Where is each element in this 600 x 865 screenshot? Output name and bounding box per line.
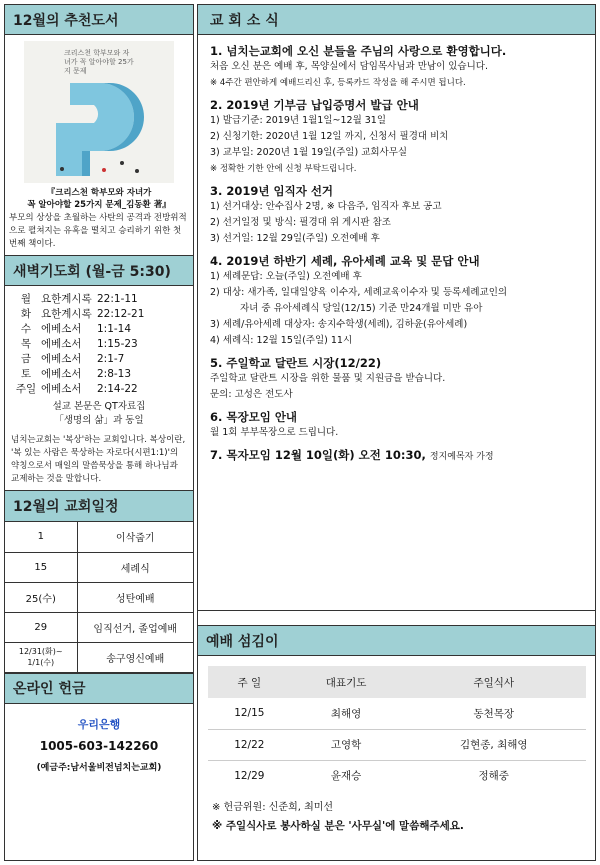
book-cover-text: 크리스천 학부모와 자녀가 꼭 알아야할 25가지 문제	[64, 49, 134, 75]
schedule-event: 송구영신예배	[77, 642, 193, 672]
dawn-book: 요한계시록	[41, 293, 92, 305]
news-item-title	[210, 97, 587, 113]
news-item-title-text: 7. 목자모임 12월 10일(화) 오전 10:30,	[210, 448, 426, 462]
news-item-line: 3) 세례/유아세례 대상자: 송지수학생(세례), 김하윤(유아세례)	[210, 319, 468, 330]
schedule-row	[5, 642, 193, 672]
dawn-day: 수	[20, 323, 32, 335]
dawn-range: 2:8-13	[97, 368, 132, 380]
dawn-book: 요한계시록	[41, 308, 92, 320]
online-offering-section	[5, 674, 193, 773]
dawn-range: 1:15-23	[97, 338, 138, 350]
schedule-date: 29	[5, 612, 77, 642]
news-item-title-text: 2. 2019년 기부금 납입증명서 발급 안내	[210, 98, 419, 112]
news-item-title	[210, 183, 587, 199]
news-item-title	[210, 355, 587, 371]
worship-cell: 정해중	[478, 770, 509, 783]
news-item-line: 처음 오신 분은 예배 후, 목양실에서 담임목사님과 만남이 있습니다.	[210, 61, 488, 72]
dawn-day: 월	[20, 293, 32, 305]
dawn-book: 에베소서	[41, 323, 82, 335]
worship-row	[208, 760, 586, 791]
news-item-line: 1) 세례문답: 오늘(주일) 오전예배 후	[210, 271, 362, 282]
dawn-paragraph: 넘치는교회는 '복상'하는 교회입니다. 복상이란, '복 있는 사람은 묵상하는 자로다(시편1:1)'의 약칭으로서 매일의 말씀묵상을 통해 하나님과 교제하는 것을 말합니다.	[11, 435, 186, 484]
news-item-line: 2) 대상: 새가족, 일대일양육 이수자, 세례교육이수자 및 등록세례교인의	[210, 287, 508, 298]
news-item-title	[210, 43, 587, 59]
news-item-line: 1) 발급기준: 2019년 1월1일~12월 31일	[210, 115, 387, 126]
worship-row	[208, 729, 586, 760]
account-number: 1005-603-142260	[39, 738, 159, 753]
worship-cell: 윤재승	[330, 770, 362, 783]
worship-row	[208, 698, 586, 729]
worship-column-header: 대표기도	[291, 666, 402, 698]
schedule-event: 성탄예배	[77, 582, 193, 612]
news-item-line: 주일학교 달란트 시장을 위한 물품 및 지원금을 받습니다.	[210, 373, 446, 384]
news-item-title-text: 4. 2019년 하반기 세례, 유아세례 교육 및 문답 안내	[210, 254, 480, 268]
recommended-book-section	[5, 5, 193, 256]
book-title-line1: 『크리스천 학부모와 자녀가	[46, 188, 152, 198]
online-header: 온라인 헌금	[5, 674, 193, 704]
dawn-day: 토	[20, 368, 32, 380]
offering-committee-note: ※ 헌금위원: 신준희, 최미선	[212, 802, 334, 813]
news-item-title-small: 정지예목자 가정	[429, 452, 494, 462]
news-item-line: 3) 교부일: 2020년 1월 19일(주일) 교회사무실	[210, 147, 408, 158]
news-item-line: 2) 신청기한: 2020년 1월 12일 까지, 신청서 필경대 비치	[210, 131, 449, 142]
dawn-row	[11, 367, 187, 382]
dawn-range: 22:12-21	[97, 308, 145, 320]
worship-cell: 김현종, 최해영	[401, 729, 586, 760]
worship-servers-table	[208, 666, 586, 791]
news-item-line: ※ 정확한 기한 안에 신청 부탁드립니다.	[210, 164, 357, 174]
account-holder: (예금주:남서울비전넘치는교회)	[36, 762, 162, 773]
dawn-day: 금	[20, 353, 32, 365]
dawn-range: 2:1-7	[97, 353, 125, 365]
dawn-note-1: 설교 본문은 QT자료집	[52, 401, 146, 412]
meal-volunteer-note: ※ 주일식사로 봉사하실 분은 '사무실'에 말씀해주세요.	[212, 820, 464, 832]
news-item-line: 1) 선거대상: 안수집사 2명, ※ 다음주, 임직자 후보 공고	[210, 201, 442, 212]
news-item-title-text: 3. 2019년 임직자 선거	[210, 184, 334, 198]
schedule-date: 1	[5, 522, 77, 552]
dawn-range: 2:14-22	[97, 383, 138, 395]
schedule-event: 세례식	[77, 552, 193, 582]
news-item-line: ※ 4주간 편안하게 예배드리신 후, 등록카드 작성을 해 주시면 됩니다.	[210, 78, 466, 88]
worship-header: 예배 섬김이	[198, 626, 595, 656]
dawn-book: 에베소서	[41, 353, 82, 365]
dawn-book: 에베소서	[41, 338, 82, 350]
dawn-note-2: 「생명의 삶」과 동일	[54, 415, 144, 426]
left-column	[4, 4, 194, 861]
news-item-line: 4) 세례식: 12월 15일(주일) 11시	[210, 335, 353, 346]
dawn-range: 22:1-11	[97, 293, 138, 305]
book-cover-illustration	[42, 71, 152, 176]
dawn-book: 에베소서	[41, 383, 82, 395]
news-item-title	[210, 447, 587, 465]
worship-cell: 12/15	[208, 698, 291, 729]
right-column	[197, 4, 596, 861]
bank-name: 우리은행	[77, 717, 121, 731]
news-item-title	[210, 253, 587, 269]
spacer	[198, 611, 595, 626]
dawn-prayer-section	[5, 256, 193, 491]
schedule-header: 12월의 교회일정	[5, 491, 193, 522]
dawn-schedule-list	[11, 292, 187, 397]
news-item-title-text: 5. 주일학교 달란트 시장(12/22)	[210, 356, 382, 370]
news-item-line: 자녀 중 유아세례식 당일(12/15) 기준 만24개월 미만 유아	[240, 303, 483, 314]
worship-cell: 12/29	[234, 769, 265, 782]
schedule-row	[5, 552, 193, 582]
dawn-day: 화	[20, 308, 32, 320]
news-item-title-text: 6. 목장모임 안내	[210, 410, 298, 424]
dawn-header: 새벽기도회 (월-금 5:30)	[5, 256, 193, 286]
book-title-line2: 꼭 알아야할 25가지 문제_김동환 著』	[27, 200, 171, 210]
news-item-title	[210, 409, 587, 425]
news-item-line: 3) 선거일: 12월 29일(주일) 오전예배 후	[210, 233, 380, 244]
dawn-day: 목	[20, 338, 32, 350]
schedule-event: 임직선거, 졸업예배	[77, 612, 193, 642]
schedule-row	[5, 612, 193, 642]
news-header: 교 회 소 식	[198, 5, 595, 35]
worship-cell: 12/22	[208, 729, 291, 760]
dawn-row	[11, 322, 187, 337]
dawn-row	[11, 382, 187, 397]
schedule-event: 이삭줍기	[77, 522, 193, 552]
worship-column-header: 주 일	[208, 666, 291, 698]
worship-column-header: 주일식사	[401, 666, 586, 698]
worship-cell: 고영학	[291, 729, 402, 760]
worship-cell: 동천목장	[401, 698, 586, 729]
dawn-range: 1:1-14	[97, 323, 132, 335]
dawn-row	[11, 352, 187, 367]
news-item-line: 문의: 고성은 전도사	[210, 389, 293, 400]
book-cover-image	[24, 41, 174, 183]
news-item-line: 월 1회 부부목장으로 드립니다.	[210, 427, 339, 438]
schedule-table	[5, 522, 193, 673]
news-item-title-text: 1. 넘치는교회에 오신 분들을 주님의 사랑으로 환영합니다.	[210, 44, 507, 58]
church-news-list	[198, 35, 595, 611]
dawn-day: 주일	[15, 383, 37, 395]
schedule-date: 12/31(화)~ 1/1(수)	[5, 642, 77, 672]
dawn-row	[11, 337, 187, 352]
schedule-row	[5, 582, 193, 612]
dawn-book: 에베소서	[41, 368, 82, 380]
schedule-row	[5, 522, 193, 552]
book-header: 12월의 추천도서	[5, 5, 193, 35]
church-schedule-section	[5, 491, 193, 674]
dawn-row	[11, 307, 187, 322]
schedule-date: 25(수)	[5, 582, 77, 612]
book-description: 부모의 상상을 초월하는 사탄의 공격과 전방위적으로 펼쳐지는 유혹을 떨치고 승리하기 위한 첫번째 책이다.	[9, 213, 187, 249]
worship-cell: 최해영	[291, 698, 402, 729]
news-item-line: 2) 선거일정 및 방식: 필경대 위 게시판 참조	[210, 217, 391, 228]
schedule-date: 15	[5, 552, 77, 582]
dawn-row	[11, 292, 187, 307]
worship-header-row	[208, 666, 586, 698]
